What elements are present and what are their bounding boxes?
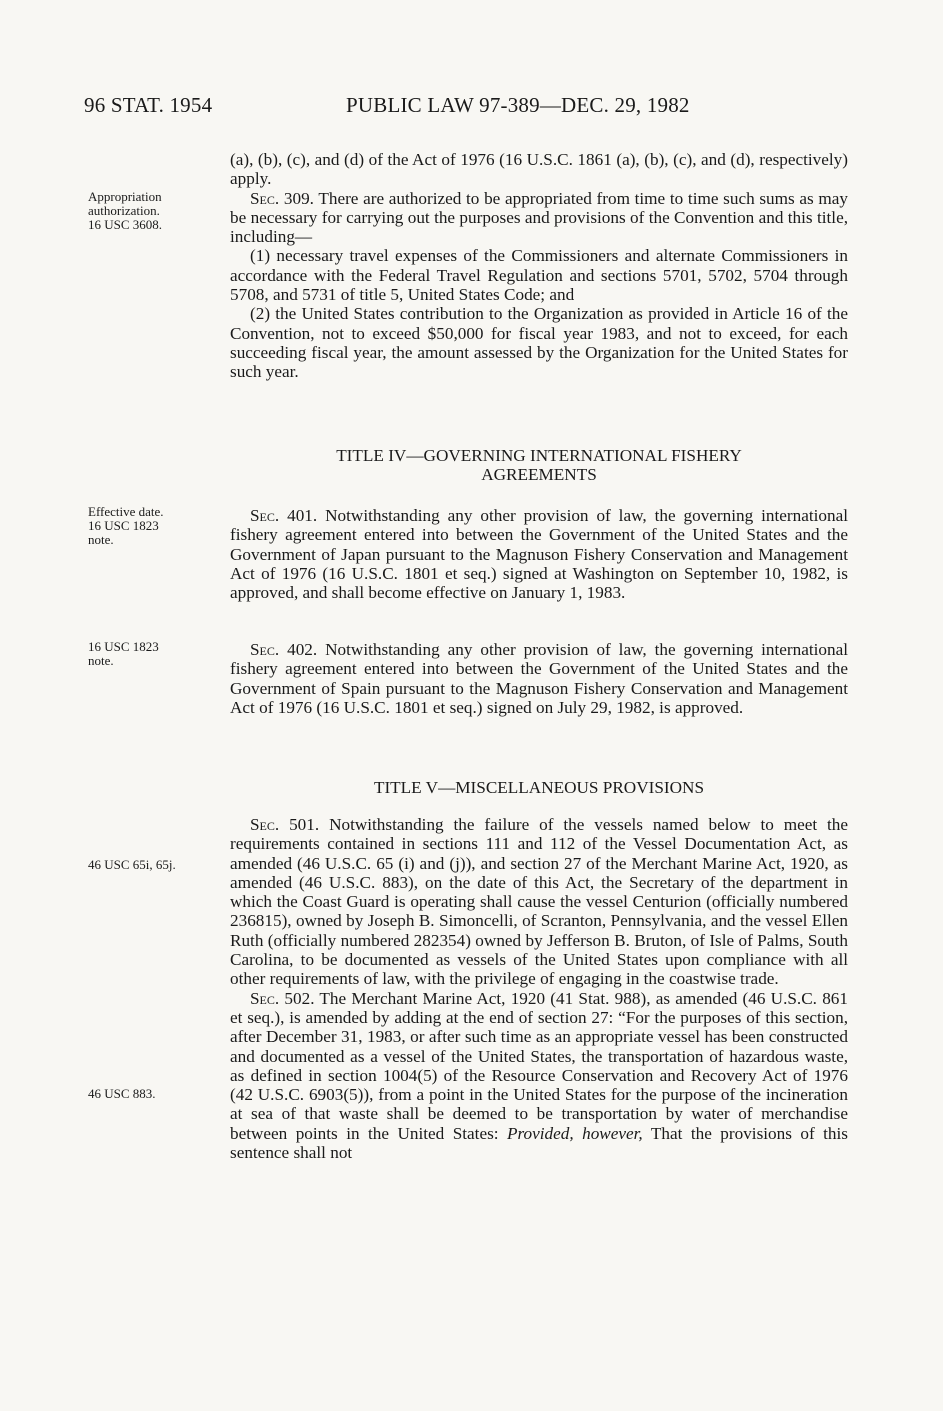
paragraph-sec-401 [230,506,848,602]
paragraph-sec-501 [230,815,848,989]
margin-note-46usc883 [88,1087,218,1101]
margin-note-appropriation [88,190,218,232]
public-law-title: PUBLIC LAW 97-389—DEC. 29, 1982 [346,93,690,117]
paragraph-continuation: (a), (b), (c), and (d) of the Act of 1976 (16 U.S.C. 1861 (a), (b), (c), and (d), respectively) apply. [230,150,848,189]
margin-note-line: 46 USC 65i, 65j. [88,857,176,872]
body-sec-402 [230,640,848,717]
paragraph-sec-309 [230,189,848,247]
margin-note-line: Appropriation [88,189,162,204]
body-title-iv [230,506,848,602]
margin-note-16usc1823 [88,640,218,668]
section-text-402: Notwithstanding any other provision of law, the governing international fishery agreement entered into between the Government of the United States and the Government of Spain pursuant to the Magnuson Fishery Conservation and Management Act of 1976 (16 U.S.C. 1801 et seq.) signed on July 29, 1982, is approved. [230,640,848,717]
margin-note-line: 16 USC 3608. [88,217,163,232]
title-iv-line1: TITLE IV—GOVERNING INTERNATIONAL FISHERY [336,446,742,465]
section-text-502-end: That the provisions of this sentence shall not [230,1123,848,1163]
margin-note-line: 16 USC 1823 [88,639,159,654]
body-title-v [230,815,848,1162]
margin-note-effective-date [88,505,218,547]
paragraph-item-2: (2) the United States contribution to the Organization as provided in Article 16 of the Convention, not to exceed $50,000 for fiscal year 1983, and not to exceed, for each succeeding fiscal year, the amount assessed by the Organization for the United States for such year. [230,304,848,382]
section-label-502: Sec. 502. [250,988,315,1008]
margin-note-46usc65 [88,858,218,872]
margin-note-line: Effective date. [88,504,164,519]
stat-citation: 96 STAT. 1954 [84,93,213,117]
section-text-309: There are authorized to be appropriated from time to time such sums as may be necessary for carrying out the purposes and provisions of the Convention and this title, including— [230,188,848,247]
section-label-309: Sec. 309. [250,188,314,208]
section-text-501: Notwithstanding the failure of the vessels named below to meet the requirements contained in sections 111 and 112 of the Vessel Documentation Act, as amended (46 U.S.C. 65 (i) and (j)), and section 27 of the Merchant Marine Act, 1920, as amended (46 U.S.C. 883), on the date of this Act, the Secretary of the department in which the Coast Guard is operating shall cause the vessel Centurion (officially numbered 236815), owned by Joseph B. Simoncelli, of Scranton, Pennsylvania, and the vessel Ellen Ruth (officially numbered 282354) owned by Jefferson B. Bruton, of Isle of Palms, South Carolina, to be documented as vessels of the United States upon compliance with all other requirements of law, with the privilege of engaging in the coastwise trade. [230,815,848,989]
margin-note-line: note. [88,532,114,547]
section-text-502: The Merchant Marine Act, 1920 (41 Stat. 988), as amended (46 U.S.C. 861 et seq.), is amended by adding at the end of section 27: “For the purposes of this section, after December 31, 1983, or after such time as an appropriate vessel has been constructed and documented as a vessel of the United States, the transportation of hazardous waste, as defined in section 1004(5) of the Resource Conservation and Recovery Act of 1976 (42 U.S.C. 6903(5)), from a point in the United States for the purpose of the incineration at sea of that waste shall be deemed to be transportation by water of merchandise between points in the United States: [230,988,848,1143]
margin-note-line: note. [88,653,114,668]
title-iv-line2: AGREEMENTS [481,465,597,485]
margin-note-line: 46 USC 883. [88,1086,156,1101]
paragraph-sec-402 [230,640,848,717]
proviso-text: Provided, however, [507,1123,643,1143]
title-v-line: TITLE V—MISCELLANEOUS PROVISIONS [373,778,705,797]
paragraph-sec-502 [230,989,848,1163]
section-label-402: Sec. 402. [250,640,318,659]
margin-note-line: 16 USC 1823 [88,518,159,533]
title-iv-heading [230,446,848,485]
margin-note-line: authorization. [88,203,160,218]
paragraph-item-1: (1) necessary travel expenses of the Commissioners and alternate Commissioners in accordance with the Federal Travel Regulation and sections 5701, 5702, 5704 through 5708, and 5731 of title 5, United States Code; and [230,246,848,305]
section-label-401: Sec. 401. [250,506,318,525]
section-label-501: Sec. 501. [250,815,320,834]
title-v-heading [230,778,848,797]
section-text-401: Notwithstanding any other provision of law, the governing international fishery agreement entered into between the Government of the United States and the Government of Japan pursuant to the Magnuson Fishery Conservation and Management Act of 1976 (16 U.S.C. 1801 et seq.) signed at Washington on September 10, 1982, is approved, and shall become effective on January 1, 1983. [230,506,848,603]
body-sec308-continuation [230,150,848,382]
